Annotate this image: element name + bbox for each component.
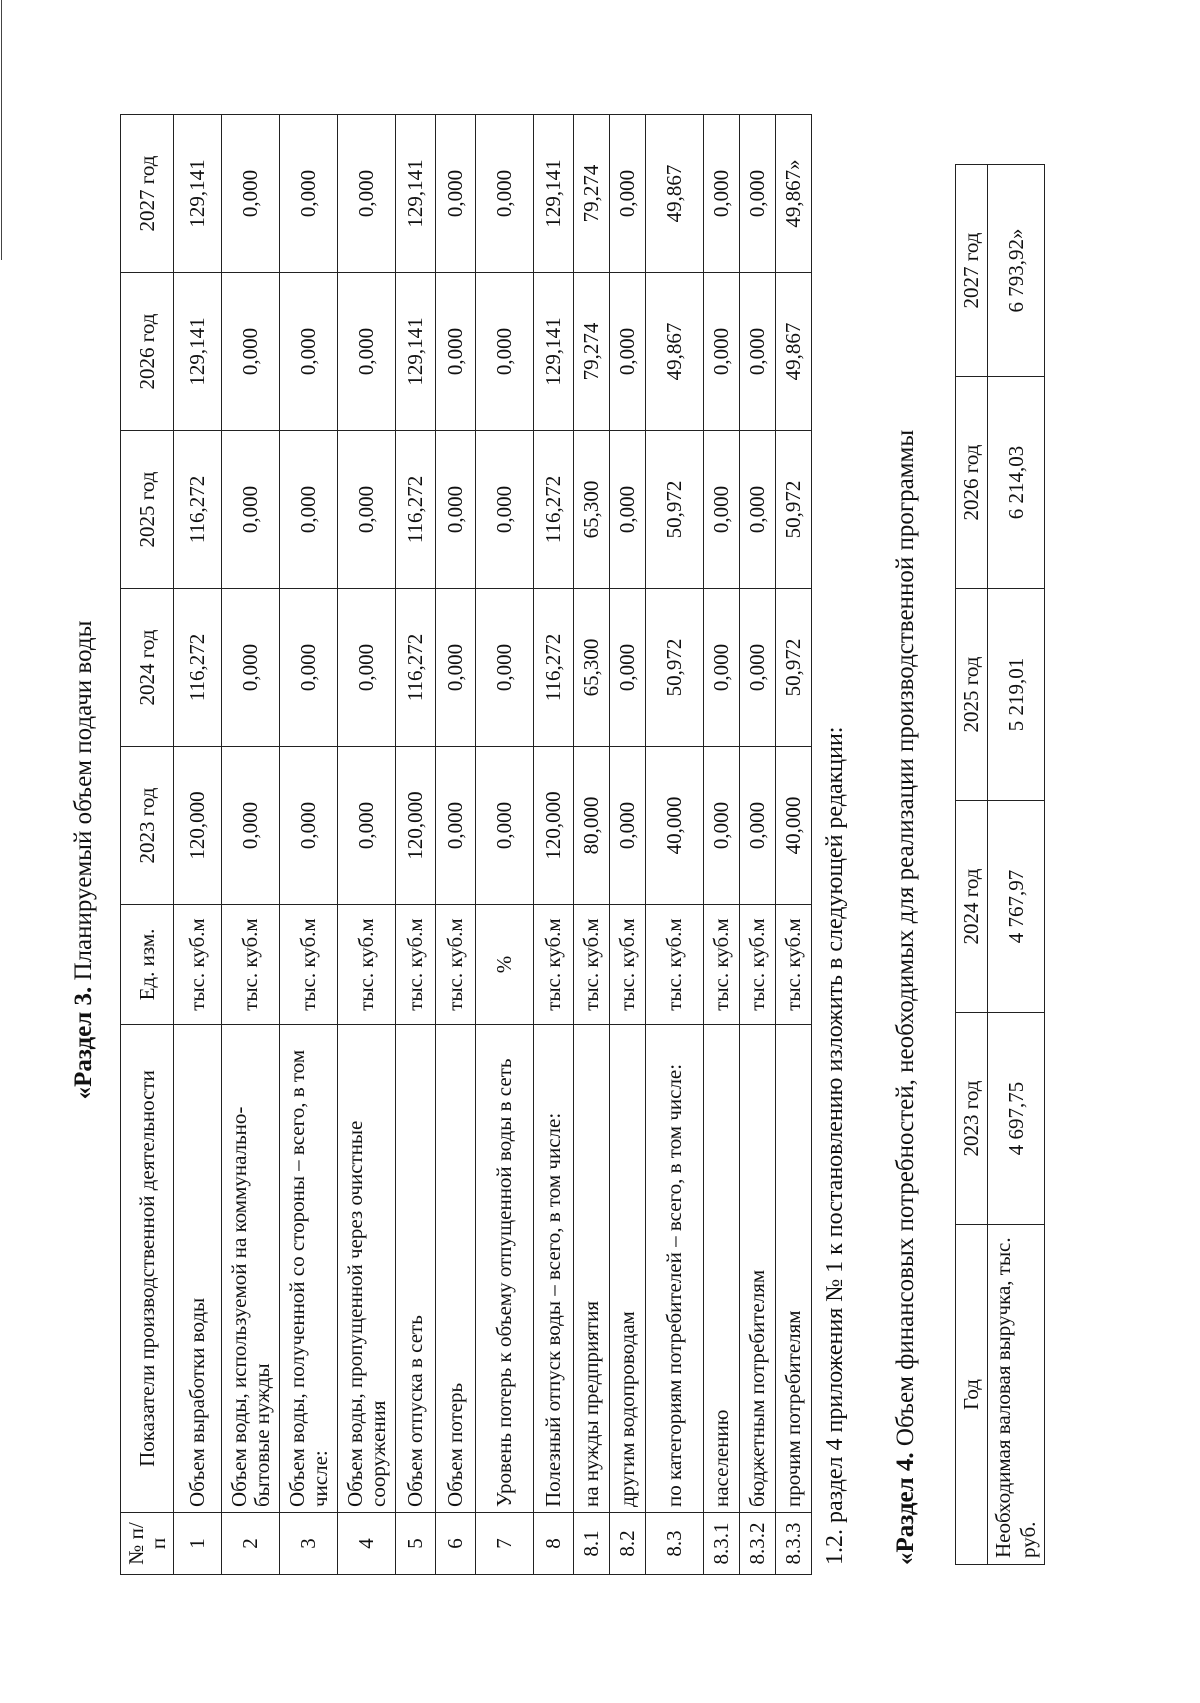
cell-2027: 0,000 (436, 115, 476, 273)
cell-2024: 0,000 (740, 589, 776, 747)
table-row (646, 115, 704, 1575)
row-indicator: на нужды предприятия (574, 1025, 610, 1513)
cell-2023: 0,000 (280, 747, 338, 905)
cell-2027: 6 793,92» (988, 165, 1045, 377)
table-row (574, 115, 610, 1575)
section3-title-text: Планируемый объем подачи воды (70, 620, 97, 987)
cell-2025: 0,000 (610, 431, 646, 589)
cell-2026: 49,867 (776, 273, 812, 431)
row-number: 8.3.3 (776, 1513, 812, 1575)
cell-2023: 120,000 (534, 747, 574, 905)
header-unit: Ед. изм. (121, 905, 174, 1025)
table-row (174, 115, 222, 1575)
cell-2023: 40,000 (646, 747, 704, 905)
cell-2023: 0,000 (436, 747, 476, 905)
row-number: 4 (338, 1513, 396, 1575)
table-header-row (956, 165, 988, 1565)
cell-2025: 5 219,01 (988, 589, 1045, 801)
cell-2025: 65,300 (574, 431, 610, 589)
row-number: 2 (222, 1513, 280, 1575)
cell-2026: 0,000 (476, 273, 534, 431)
cell-2024: 4 767,97 (988, 801, 1045, 1013)
table-row (280, 115, 338, 1575)
row-unit: тыс. куб.м (174, 905, 222, 1025)
section4-title-bold: «Раздел 4. (892, 1452, 919, 1565)
row-indicator: Объем воды, используемой на коммунально-бытовые нужды (222, 1025, 280, 1513)
table-row (776, 115, 812, 1575)
cell-2023: 0,000 (476, 747, 534, 905)
cell-2023: 120,000 (396, 747, 436, 905)
table-row (534, 115, 574, 1575)
header-2027: 2027 год (121, 115, 174, 273)
cell-2023: 0,000 (740, 747, 776, 905)
cell-2024: 116,272 (396, 589, 436, 747)
table-header-row (121, 115, 174, 1575)
cell-2027: 129,141 (396, 115, 436, 273)
row-unit: тыс. куб.м (338, 905, 396, 1025)
row-indicator: прочим потребителям (776, 1025, 812, 1513)
cell-2023: 0,000 (610, 747, 646, 905)
row-unit: тыс. куб.м (534, 905, 574, 1025)
cell-2024: 0,000 (476, 589, 534, 747)
row-unit: тыс. куб.м (704, 905, 740, 1025)
cell-2025: 0,000 (222, 431, 280, 589)
table-row (396, 115, 436, 1575)
row-indicator: Объем воды, полученной со стороны – всего, в том числе: (280, 1025, 338, 1513)
cell-2026: 0,000 (610, 273, 646, 431)
table-row (740, 115, 776, 1575)
header-year: Год (956, 1225, 988, 1565)
cell-2025: 116,272 (396, 431, 436, 589)
cell-2024: 0,000 (610, 589, 646, 747)
rotated-page (30, 95, 1170, 1625)
header-2026: 2026 год (121, 273, 174, 431)
cell-2025: 116,272 (534, 431, 574, 589)
section4-title-text: Объем финансовых потребностей, необходимых для реализации производственной программы (892, 429, 919, 1453)
row-indicator: другим водопроводам (610, 1025, 646, 1513)
cell-2024: 50,972 (646, 589, 704, 747)
cell-2026: 129,141 (534, 273, 574, 431)
cell-2027: 0,000 (222, 115, 280, 273)
row-indicator: Полезный отпуск воды – всего, в том числе: (534, 1025, 574, 1513)
cell-2023: 40,000 (776, 747, 812, 905)
row-indicator: Уровень потерь к объему отпущенной воды в сеть (476, 1025, 534, 1513)
header-2023: 2023 год (121, 747, 174, 905)
cell-2027: 0,000 (338, 115, 396, 273)
row-indicator: по категориям потребителей – всего, в том числе: (646, 1025, 704, 1513)
cell-2024: 50,972 (776, 589, 812, 747)
section3-title (70, 95, 98, 1625)
cell-2024: 65,300 (574, 589, 610, 747)
row-unit: тыс. куб.м (280, 905, 338, 1025)
cell-2023: 0,000 (222, 747, 280, 905)
scan-edge-line (1, 0, 2, 260)
row-number: 5 (396, 1513, 436, 1575)
cell-2023: 120,000 (174, 747, 222, 905)
cell-2027: 0,000 (280, 115, 338, 273)
cell-2026: 0,000 (740, 273, 776, 431)
cell-2026: 129,141 (396, 273, 436, 431)
row-number: 8.3.1 (704, 1513, 740, 1575)
row-unit: тыс. куб.м (396, 905, 436, 1025)
row-unit: тыс. куб.м (436, 905, 476, 1025)
row-unit: тыс. куб.м (646, 905, 704, 1025)
cell-2023: 0,000 (338, 747, 396, 905)
row-indicator: бюджетным потребителям (740, 1025, 776, 1513)
row-indicator: Объем потерь (436, 1025, 476, 1513)
cell-2026: 0,000 (338, 273, 396, 431)
cell-2025: 50,972 (776, 431, 812, 589)
row-number: 8.3 (646, 1513, 704, 1575)
header-indicator: Показатели производственной деятельности (121, 1025, 174, 1513)
row-unit: тыс. куб.м (740, 905, 776, 1025)
row-indicator: Объем отпуска в сеть (396, 1025, 436, 1513)
table-row (610, 115, 646, 1575)
cell-2027: 0,000 (704, 115, 740, 273)
header-2024: 2024 год (121, 589, 174, 747)
cell-2025: 0,000 (740, 431, 776, 589)
row-unit: тыс. куб.м (610, 905, 646, 1025)
cell-2024: 116,272 (534, 589, 574, 747)
cell-2025: 0,000 (338, 431, 396, 589)
row-unit: % (476, 905, 534, 1025)
cell-2027: 0,000 (740, 115, 776, 273)
cell-2023: 80,000 (574, 747, 610, 905)
header-2025: 2025 год (121, 431, 174, 589)
financial-needs-table (955, 164, 1045, 1565)
row-unit: тыс. куб.м (222, 905, 280, 1025)
cell-2027: 0,000 (610, 115, 646, 273)
cell-2026: 79,274 (574, 273, 610, 431)
cell-2024: 0,000 (338, 589, 396, 747)
table-row (476, 115, 534, 1575)
row-number: 8.2 (610, 1513, 646, 1575)
row-unit: тыс. куб.м (776, 905, 812, 1025)
row-indicator: Объем выработки воды (174, 1025, 222, 1513)
cell-2024: 0,000 (436, 589, 476, 747)
header-2027: 2027 год (956, 165, 988, 377)
cell-2025: 50,972 (646, 431, 704, 589)
cell-2027: 129,141 (174, 115, 222, 273)
table-row (222, 115, 280, 1575)
header-2026: 2026 год (956, 377, 988, 589)
cell-2025: 0,000 (436, 431, 476, 589)
row-number: 6 (436, 1513, 476, 1575)
cell-2024: 0,000 (704, 589, 740, 747)
cell-2024: 116,272 (174, 589, 222, 747)
cell-2027: 49,867» (776, 115, 812, 273)
cell-2027: 129,141 (534, 115, 574, 273)
cell-2023: 0,000 (704, 747, 740, 905)
header-num: № п/п (121, 1513, 174, 1575)
row-number: 8.3.2 (740, 1513, 776, 1575)
row-number: 8.1 (574, 1513, 610, 1575)
header-2025: 2025 год (956, 589, 988, 801)
row-number: 7 (476, 1513, 534, 1575)
cell-2027: 79,274 (574, 115, 610, 273)
cell-2025: 0,000 (704, 431, 740, 589)
row-indicator: Объем воды, пропущенной через очистные сооружения (338, 1025, 396, 1513)
row-number: 3 (280, 1513, 338, 1575)
table-row (338, 115, 396, 1575)
cell-2024: 0,000 (222, 589, 280, 747)
row-number: 8 (534, 1513, 574, 1575)
cell-2025: 0,000 (280, 431, 338, 589)
cell-2026: 0,000 (436, 273, 476, 431)
cell-2026: 0,000 (222, 273, 280, 431)
water-supply-table (120, 114, 812, 1575)
row-indicator: населению (704, 1025, 740, 1513)
section3-title-bold: «Раздел 3. (70, 986, 97, 1100)
table-row (704, 115, 740, 1575)
cell-2027: 49,867 (646, 115, 704, 273)
row-number: 1 (174, 1513, 222, 1575)
header-2024: 2024 год (956, 801, 988, 1013)
table-row (988, 165, 1045, 1565)
row-unit: тыс. куб.м (574, 905, 610, 1025)
header-2023: 2023 год (956, 1013, 988, 1225)
cell-2026: 49,867 (646, 273, 704, 431)
cell-2025: 116,272 (174, 431, 222, 589)
cell-2024: 0,000 (280, 589, 338, 747)
amendment-paragraph: 1.2. раздел 4 приложения № 1 к постановлению изложить в следующей редакции: (822, 726, 848, 1565)
row-label: Необходимая валовая выручка, тыс. руб. (988, 1225, 1045, 1565)
cell-2025: 0,000 (476, 431, 534, 589)
section4-title (892, 430, 920, 1565)
cell-2027: 0,000 (476, 115, 534, 273)
cell-2026: 0,000 (280, 273, 338, 431)
cell-2023: 4 697,75 (988, 1013, 1045, 1225)
cell-2026: 0,000 (704, 273, 740, 431)
cell-2026: 129,141 (174, 273, 222, 431)
cell-2026: 6 214,03 (988, 377, 1045, 589)
table-row (436, 115, 476, 1575)
